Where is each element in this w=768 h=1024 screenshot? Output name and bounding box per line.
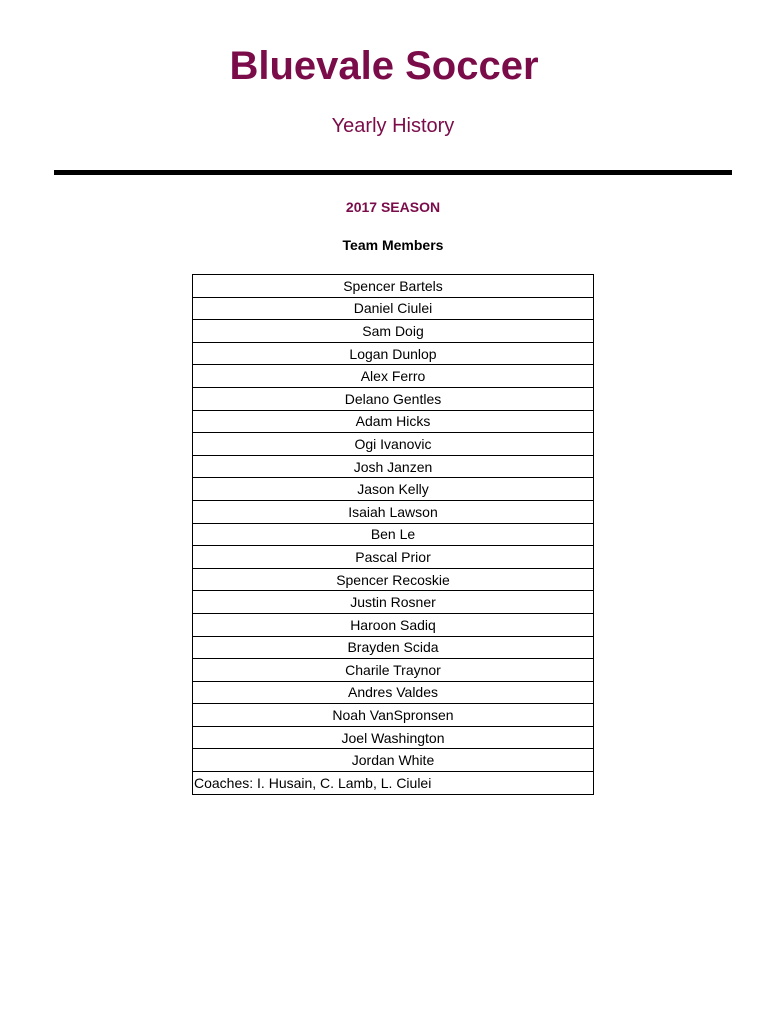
player-name-cell: Logan Dunlop xyxy=(193,342,594,365)
player-name-cell: Jordan White xyxy=(193,749,594,772)
player-name-cell: Josh Janzen xyxy=(193,455,594,478)
table-row xyxy=(193,749,594,772)
player-name-cell: Alex Ferro xyxy=(193,365,594,388)
table-row xyxy=(193,568,594,591)
player-name-cell: Isaiah Lawson xyxy=(193,500,594,523)
player-name-cell: Daniel Ciulei xyxy=(193,297,594,320)
player-name-cell: Jason Kelly xyxy=(193,478,594,501)
table-row xyxy=(193,613,594,636)
table-row xyxy=(193,636,594,659)
player-name-cell: Andres Valdes xyxy=(193,681,594,704)
table-row xyxy=(193,523,594,546)
table-row xyxy=(193,410,594,433)
player-name-cell: Joel Washington xyxy=(193,726,594,749)
team-members-heading: Team Members xyxy=(342,237,444,253)
page-title: Bluevale Soccer xyxy=(229,44,539,88)
table-row xyxy=(193,275,594,298)
season-heading: 2017 SEASON xyxy=(345,199,441,215)
player-name-cell: Charile Traynor xyxy=(193,659,594,682)
player-name-cell: Haroon Sadiq xyxy=(193,613,594,636)
table-row xyxy=(193,365,594,388)
player-name-cell: Sam Doig xyxy=(193,320,594,343)
table-row xyxy=(193,455,594,478)
table-row xyxy=(193,500,594,523)
player-name-cell: Spencer Bartels xyxy=(193,275,594,298)
page-subtitle: Yearly History xyxy=(331,115,455,137)
player-name-cell: Adam Hicks xyxy=(193,410,594,433)
roster-table xyxy=(192,274,594,795)
table-row xyxy=(193,297,594,320)
coaches-row xyxy=(193,772,594,795)
player-name-cell: Ben Le xyxy=(193,523,594,546)
player-name-cell: Noah VanSpronsen xyxy=(193,704,594,727)
player-name-cell: Pascal Prior xyxy=(193,546,594,569)
table-row xyxy=(193,433,594,456)
player-name-cell: Delano Gentles xyxy=(193,387,594,410)
table-row xyxy=(193,387,594,410)
table-row xyxy=(193,342,594,365)
horizontal-divider xyxy=(54,170,732,175)
table-row xyxy=(193,681,594,704)
player-name-cell: Spencer Recoskie xyxy=(193,568,594,591)
table-row xyxy=(193,659,594,682)
table-row xyxy=(193,546,594,569)
table-row xyxy=(193,320,594,343)
roster-table-body xyxy=(193,275,594,795)
coaches-cell: Coaches: I. Husain, C. Lamb, L. Ciulei xyxy=(193,772,594,795)
table-row xyxy=(193,591,594,614)
table-row xyxy=(193,478,594,501)
player-name-cell: Brayden Scida xyxy=(193,636,594,659)
table-row xyxy=(193,726,594,749)
player-name-cell: Ogi Ivanovic xyxy=(193,433,594,456)
table-row xyxy=(193,704,594,727)
player-name-cell: Justin Rosner xyxy=(193,591,594,614)
